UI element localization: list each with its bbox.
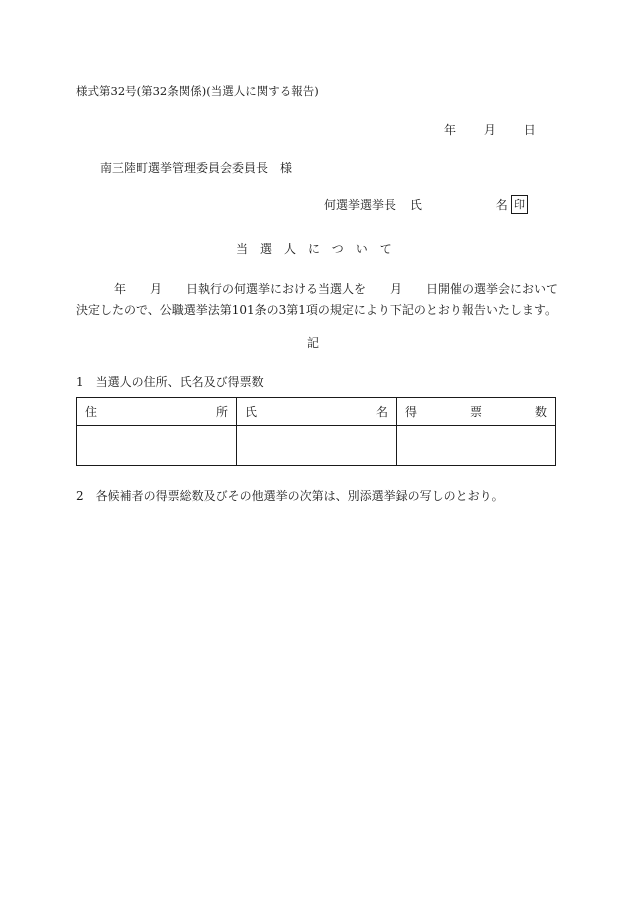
header-address xyxy=(77,398,237,426)
header-name xyxy=(237,398,397,426)
sender-mei: 名 xyxy=(495,198,508,212)
header-char: 住 xyxy=(85,405,98,419)
sender-title: 何選挙選挙長 xyxy=(324,198,397,212)
header-char: 氏 xyxy=(245,405,258,419)
body-text xyxy=(76,279,559,321)
table-row xyxy=(77,426,556,466)
header-votes xyxy=(397,398,556,426)
addressee-name: 南三陸町選挙管理委員会委員長 xyxy=(100,161,269,175)
cell-votes xyxy=(397,426,556,466)
item-2: 2 各候補者の得票総数及びその他選挙の次第は、別添選挙録の写しのとおり。 xyxy=(76,489,504,503)
date-year: 年 xyxy=(444,123,457,137)
ki-label: 記 xyxy=(307,336,320,350)
table-header-row xyxy=(77,398,556,426)
header-char: 数 xyxy=(534,405,547,419)
form-number: 様式第32号(第32条関係)(当選人に関する報告) xyxy=(76,84,319,98)
header-char: 票 xyxy=(469,405,482,419)
document-heading: 当選人について xyxy=(236,242,404,256)
date-day: 日 xyxy=(523,123,536,137)
cell-address xyxy=(77,426,237,466)
addressee-honorific: 様 xyxy=(280,161,293,175)
cell-name xyxy=(237,426,397,466)
header-char: 得 xyxy=(405,405,418,419)
body-line-1: 年 月 日執行の何選挙における当選人を 月 日開催の選挙会において xyxy=(114,282,559,296)
date-month: 月 xyxy=(483,123,496,137)
body-line-2: 決定したので、公職選挙法第101条の3第1項の規定により下記のとおり報告いたします。 xyxy=(76,303,557,317)
results-table xyxy=(76,397,556,466)
seal-icon: 印 xyxy=(511,195,528,214)
date-line xyxy=(444,123,536,137)
header-char: 名 xyxy=(375,405,388,419)
addressee xyxy=(100,161,292,175)
header-char: 所 xyxy=(215,405,228,419)
sender-shi: 氏 xyxy=(409,198,422,212)
sender xyxy=(324,198,508,212)
item-1: 1 当選人の住所、氏名及び得票数 xyxy=(76,375,264,389)
